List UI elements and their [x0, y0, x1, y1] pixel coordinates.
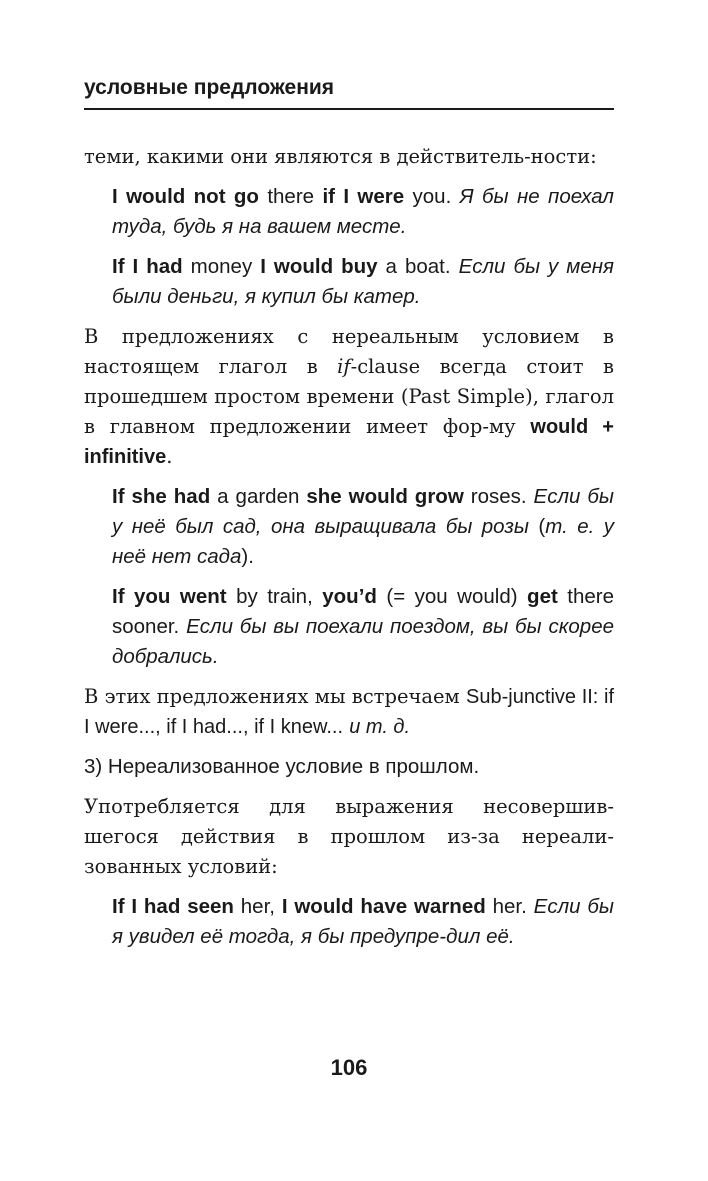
- paragraph-bold: infinitive: [84, 446, 167, 468]
- section-item-text: 3) Нереализованное условие в прошлом.: [84, 755, 480, 778]
- example-translation: Если бы я увидел её тогда, я бы предупре-дил её.: [112, 895, 614, 948]
- example-sentence: [112, 182, 614, 242]
- example-bold-phrase: If she had: [112, 485, 211, 508]
- page-number: [84, 1055, 614, 1081]
- paragraph-text: В этих предложениях мы встречаем: [84, 685, 466, 708]
- paragraph-italic: if: [337, 355, 351, 378]
- example-text: her,: [233, 895, 282, 918]
- example-text: there sooner.: [112, 585, 614, 638]
- paragraph-bold: would: [530, 416, 589, 438]
- page-number-text: 106: [330, 1055, 368, 1080]
- example-bold-phrase: I would buy: [260, 255, 378, 278]
- example-sentence: [112, 252, 614, 312]
- example-bold-phrase: she would grow: [306, 485, 464, 508]
- example-bold-phrase: If I had seen: [112, 895, 234, 918]
- example-translation: Если бы у неё был сад, она выращивала бы розы: [112, 485, 614, 538]
- paragraph-continuation: [84, 142, 614, 172]
- example-bold-phrase: If you went: [112, 585, 227, 608]
- example-translation: Я бы не поехал туда, будь я на вашем месте.: [112, 185, 614, 238]
- paragraph-sans-text: Sub-junctive II: if I were..., if I had..., if I knew...: [84, 686, 615, 738]
- header-title: условные предложения: [84, 76, 335, 99]
- example-text: there: [258, 185, 323, 208]
- running-header: [84, 74, 614, 110]
- example-translation: Если бы вы поехали поездом, вы бы скорее добрались.: [112, 615, 614, 668]
- paragraph-text: -clause всегда стоит в прошедшем простом времени (Past Simple), глагол в главном предложении имеет фор-му: [84, 355, 614, 438]
- example-translation: т. е. у неё нет сада: [112, 515, 614, 568]
- example-text: roses.: [463, 485, 534, 508]
- example-text: you.: [404, 185, 460, 208]
- paragraph-text: Употребляется для выражения несовершив-шегося действия в прошлом из-за нереали-зованных условий:: [84, 795, 614, 878]
- example-bold-phrase: you’d: [322, 585, 377, 608]
- example-text: money: [182, 255, 261, 278]
- example-sentence: [112, 582, 614, 672]
- example-text: (: [528, 515, 546, 538]
- example-bold-phrase: If I had: [112, 255, 183, 278]
- paragraph-text: .: [166, 445, 173, 468]
- example-bold-phrase: if I were: [322, 185, 405, 208]
- paragraph-text: +: [588, 416, 614, 438]
- example-sentence: [112, 482, 614, 572]
- example-bold-phrase: I would have warned: [281, 895, 486, 918]
- example-text: ).: [241, 545, 254, 568]
- example-text: her.: [485, 895, 534, 918]
- paragraph-usage: [84, 792, 614, 882]
- example-bold-phrase: get: [527, 585, 558, 608]
- page-body: [84, 142, 614, 962]
- paragraph-subjunctive: [84, 682, 614, 742]
- example-text: a boat.: [377, 255, 459, 278]
- example-translation: Если бы у меня были деньги, я купил бы катер.: [112, 255, 614, 308]
- paragraph-text: теми, какими они являются в действитель-ности:: [84, 145, 597, 168]
- example-bold-phrase: I would not go: [112, 185, 259, 208]
- example-text: a garden: [210, 485, 307, 508]
- paragraph-text: В предложениях с нереальным условием в настоящем глагол в: [84, 325, 614, 378]
- example-text: (= you would): [376, 585, 528, 608]
- paragraph-rule: [84, 322, 614, 472]
- section-item-heading: [84, 752, 614, 782]
- example-text: by train,: [226, 585, 323, 608]
- paragraph-italic: и т. д.: [349, 716, 411, 738]
- example-sentence: [112, 892, 614, 952]
